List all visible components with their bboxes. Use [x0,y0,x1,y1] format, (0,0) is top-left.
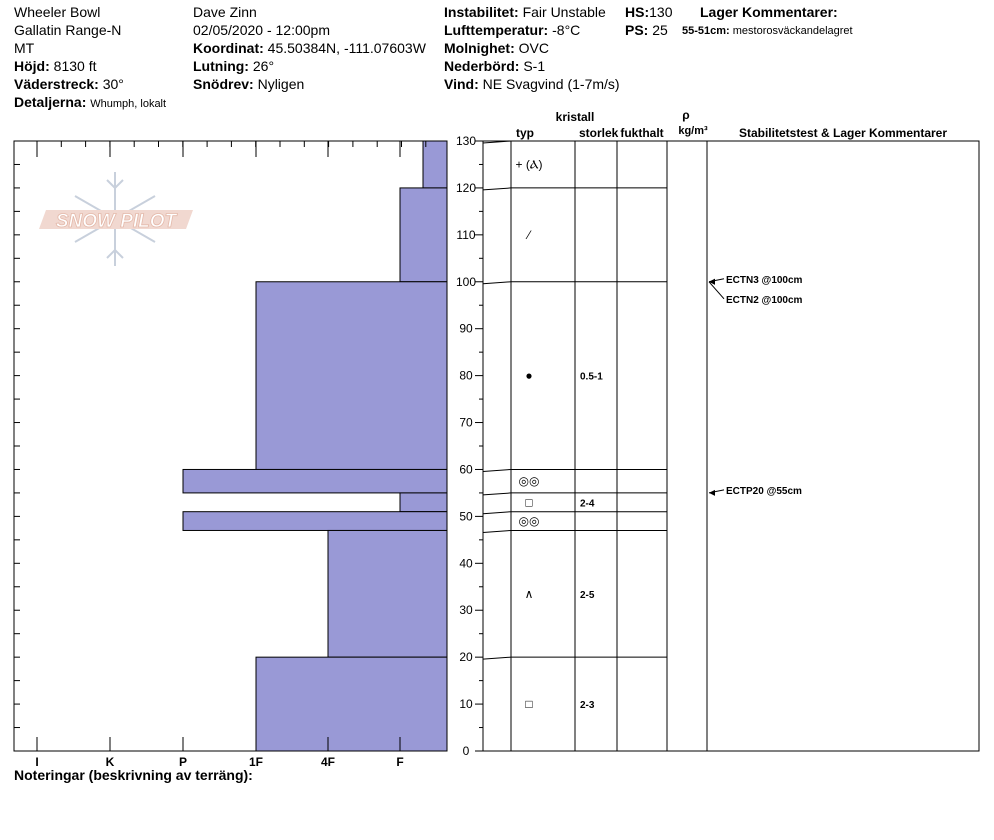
test-label-1: ECTN2 @100cm [726,294,803,306]
logo-text: SNOW PILOT [55,211,177,232]
depth-label-20: 20 [459,650,473,665]
test-arrowhead-1 [709,279,715,285]
layer-comments-title: Lager Kommentarer: [700,4,838,20]
hardness-layer-6 [328,530,447,657]
hardness-label-I: I [35,755,39,769]
layer-connector-120 [483,188,511,190]
hardness-label-P: P [178,755,188,769]
instability-row: Instabilitet: Fair Unstable [444,4,606,20]
layer-connector-20 [483,657,511,659]
layer-comment-row: 55-51cm: mestorosväckandelagret [682,25,853,37]
observer: Dave Zinn [193,4,257,20]
wind-row: Vind: NE Svagvind (1-7m/s) [444,76,620,92]
elevation-row: Höjd: 8130 ft [14,58,97,74]
details-row: Detaljerna: Whumph, lokalt [14,94,167,110]
hardness-layer-2 [256,282,447,470]
depth-label-40: 40 [459,556,473,571]
drift-row: Snödrev: Nyligen [193,76,305,92]
range: Gallatin Range-N [14,22,122,38]
state: MT [14,40,35,56]
precip-row: Nederbörd: S-1 [444,58,546,74]
test-label-0: ECTN3 @100cm [726,274,803,286]
header-density-unit: kg/m³ [678,125,708,137]
hs-row: HS:130 [625,4,673,20]
hardness-layers [183,141,447,751]
layer-connector-51 [483,512,511,514]
depth-label-50: 50 [459,509,473,524]
crystal-type-7: □ [525,697,533,712]
crystal-type-6: ∧ [524,586,534,601]
crystal-rows [516,157,604,711]
crystal-type-2: ● [525,368,533,383]
location: Wheeler Bowl [14,4,101,20]
datetime: 02/05/2020 - 12:00pm [193,22,330,38]
hardness-label-4F: 4F [320,755,336,769]
depth-label-30: 30 [459,603,473,618]
stability-tests [709,275,803,497]
test-arrow-1 [709,282,724,299]
hardness-label-K: K [105,755,115,769]
hardness-label-F: F [396,755,404,769]
crystal-type-1: ⁄ [527,227,531,242]
hardness-layer-4 [400,493,447,512]
depth-axis [456,134,483,758]
hardness-layer-0 [423,141,447,188]
crystal-size-4: 2-4 [580,498,595,510]
header-fukthalt: fukthalt [620,126,664,140]
crystal-type-5: ◎◎ [518,514,540,529]
hardness-layer-1 [400,188,447,282]
coord-row: Koordinat: 45.50384N, -111.07603W [193,40,426,56]
depth-label-10: 10 [459,697,473,712]
header-stability: Stabilitetstest & Lager Kommentarer [738,126,948,140]
depth-label-120: 120 [455,180,477,195]
layer-connector-47 [483,530,511,532]
hardness-label-1F: 1F [248,755,264,769]
crystal-type-3: ◎◎ [518,474,540,489]
slope-row: Lutning: 26° [193,58,275,74]
depth-label-70: 70 [459,415,473,430]
hardness-layer-3 [183,469,447,492]
layer-connector-100 [483,282,511,284]
layer-connector-55 [483,493,511,495]
depth-label-110: 110 [456,227,476,242]
airtemp-row: Lufttemperatur: -8°C [444,22,581,38]
crystal-size-7: 2-3 [580,700,595,712]
test-label-2: ECTP20 @55cm [726,485,802,497]
depth-label-100: 100 [455,274,477,289]
cloud-row: Molnighet: OVC [444,40,549,56]
header-kristall: kristall [555,110,595,124]
depth-label-130: 130 [455,134,477,148]
hardness-layer-5 [183,512,447,531]
header-rho: ρ [682,108,690,122]
header-typ: typ [516,126,534,140]
header-storlek: storlek [579,126,619,140]
crystal-size-2: 0.5-1 [580,371,603,383]
depth-label-80: 80 [459,368,473,383]
depth-label-0: 0 [462,744,470,758]
ps-row: PS: 25 [625,22,668,38]
hardness-layer-7 [256,657,447,751]
notes-label: Noteringar (beskrivning av terräng): [14,767,253,783]
layer-connector-60 [483,469,511,471]
crystal-size-6: 2-5 [580,589,595,601]
depth-label-90: 90 [459,321,473,336]
depth-label-60: 60 [459,462,473,477]
table-frame [483,141,979,751]
snowpilot-logo [39,172,193,266]
crystal-type-0: + (Ⲁ) [515,157,543,172]
crystal-type-4: □ [525,495,533,510]
aspect-row: Väderstreck: 30° [14,76,124,92]
test-arrowhead-2 [709,490,715,496]
